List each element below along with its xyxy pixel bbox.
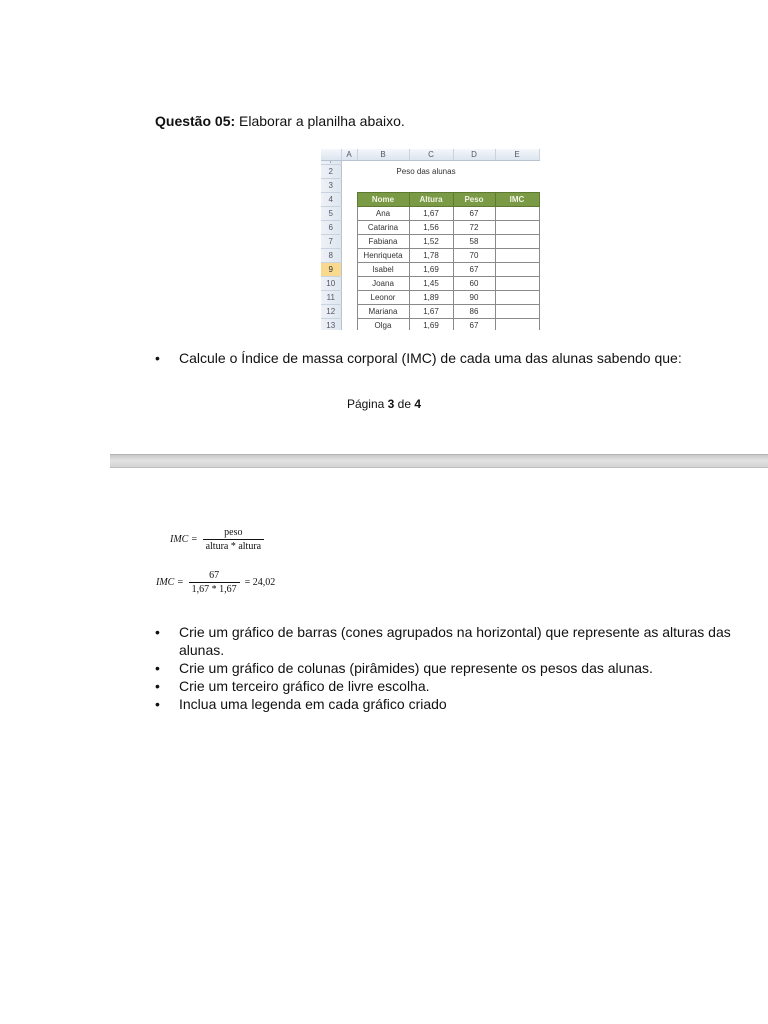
table-data-cell: 58 <box>453 235 495 249</box>
table-data-cell: 1,69 <box>409 319 453 331</box>
footer-page-number: 3 <box>387 397 395 411</box>
table-data-cell: 1,56 <box>409 221 453 235</box>
row-header: 3 <box>321 179 341 193</box>
sheet-cell <box>495 179 539 193</box>
formula-fraction <box>203 527 265 552</box>
sheet-row <box>321 207 539 221</box>
question-heading <box>155 113 405 129</box>
row-header: 1 <box>321 161 341 165</box>
sheet-row <box>321 249 539 263</box>
bullet-calculate-imc: • Calcule o Índice de massa corporal (IMC) de cada uma das alunas sabendo que: <box>155 349 739 367</box>
table-header-cell: Altura <box>409 193 453 207</box>
table-data-cell: Leonor <box>357 291 409 305</box>
sheet-row <box>321 235 539 249</box>
formula-lhs: IMC = <box>170 534 198 545</box>
table-data-cell: 67 <box>453 263 495 277</box>
table-data-cell <box>495 263 539 277</box>
table-data-cell: 72 <box>453 221 495 235</box>
sheet-row <box>321 319 539 331</box>
formula-denominator: altura * altura <box>203 539 265 552</box>
sheet-row <box>321 277 539 291</box>
table-data-cell <box>495 291 539 305</box>
example-result: = 24,02 <box>244 577 276 588</box>
row-header: 10 <box>321 277 341 291</box>
row-header: 9 <box>321 263 341 277</box>
sheet-cell <box>341 319 357 331</box>
select-all-corner <box>321 149 341 161</box>
example-denominator: 1,67 * 1,67 <box>189 582 240 595</box>
table-data-cell: Catarina <box>357 221 409 235</box>
row-header: 8 <box>321 249 341 263</box>
row-header: 11 <box>321 291 341 305</box>
column-header-e: E <box>495 149 539 161</box>
sheet-row <box>321 305 539 319</box>
table-data-cell: 1,69 <box>409 263 453 277</box>
table-data-cell: Henriqueta <box>357 249 409 263</box>
table-data-cell <box>495 249 539 263</box>
column-header-row <box>321 149 539 161</box>
task-item-legend: • Inclua uma legenda em cada gráfico criado <box>155 695 739 713</box>
sheet-cell <box>357 179 409 193</box>
footer-page-total: 4 <box>414 397 422 411</box>
table-data-cell <box>495 277 539 291</box>
sheet-cell <box>453 179 495 193</box>
table-data-cell: 1,67 <box>409 305 453 319</box>
page-break-divider <box>110 454 768 468</box>
table-data-cell: 1,52 <box>409 235 453 249</box>
question-label: Questão 05: <box>155 113 236 129</box>
imc-formula <box>170 527 266 552</box>
column-header-a: A <box>341 149 357 161</box>
table-data-cell: Isabel <box>357 263 409 277</box>
spreadsheet-image <box>321 149 561 330</box>
column-header-d: D <box>453 149 495 161</box>
sheet-cell <box>341 291 357 305</box>
task-item-bar-chart: • Crie um gráfico de barras (cones agrupados na horizontal) que represente as alturas das alunas. <box>155 623 739 659</box>
table-data-cell: 1,78 <box>409 249 453 263</box>
table-data-cell <box>495 221 539 235</box>
table-data-cell: 90 <box>453 291 495 305</box>
sheet-row <box>321 165 539 179</box>
task-item-column-chart: • Crie um gráfico de colunas (pirâmides) que represente os pesos das alunas. <box>155 659 739 677</box>
task-item-third-chart: • Crie um terceiro gráfico de livre escolha. <box>155 677 739 695</box>
question-text: Elaborar a planilha abaixo. <box>235 113 405 129</box>
sheet-row <box>321 179 539 193</box>
row-header: 2 <box>321 165 341 179</box>
example-fraction <box>189 570 240 595</box>
column-header-c: C <box>409 149 453 161</box>
table-data-cell: 1,45 <box>409 277 453 291</box>
sheet-row <box>321 193 539 207</box>
sheet-cell <box>341 179 357 193</box>
row-header: 12 <box>321 305 341 319</box>
table-data-cell: Joana <box>357 277 409 291</box>
row-header: 7 <box>321 235 341 249</box>
formula-numerator: peso <box>224 527 243 538</box>
sheet-cell <box>341 193 357 207</box>
table-header-cell: Nome <box>357 193 409 207</box>
table-data-cell: 67 <box>453 207 495 221</box>
table-header-cell: Peso <box>453 193 495 207</box>
sheet-row <box>321 291 539 305</box>
footer-prefix: Página <box>346 397 388 411</box>
table-data-cell: 1,67 <box>409 207 453 221</box>
table-data-cell: Fabiana <box>357 235 409 249</box>
sheet-cell <box>341 207 357 221</box>
spreadsheet-body <box>321 161 539 331</box>
sheet-cell <box>341 277 357 291</box>
row-header: 6 <box>321 221 341 235</box>
table-data-cell: Olga <box>357 319 409 331</box>
sheet-cell <box>341 305 357 319</box>
sheet-row <box>321 221 539 235</box>
table-data-cell: Ana <box>357 207 409 221</box>
row-header: 13 <box>321 319 341 331</box>
imc-example-formula <box>156 570 275 595</box>
table-data-cell: 60 <box>453 277 495 291</box>
example-lhs: IMC = <box>156 577 184 588</box>
footer-middle: de <box>394 397 415 411</box>
sheet-cell <box>341 249 357 263</box>
table-data-cell <box>495 235 539 249</box>
example-numerator: 67 <box>209 570 220 581</box>
sheet-cell <box>495 165 539 179</box>
table-data-cell: 1,89 <box>409 291 453 305</box>
table-data-cell: 86 <box>453 305 495 319</box>
table-data-cell <box>495 207 539 221</box>
sheet-cell <box>341 263 357 277</box>
spreadsheet-table <box>321 149 540 330</box>
table-data-cell <box>495 305 539 319</box>
sheet-cell <box>341 165 357 179</box>
table-data-cell: Mariana <box>357 305 409 319</box>
task-list <box>155 623 739 713</box>
sheet-cell <box>341 221 357 235</box>
sheet-title: Peso das alunas <box>396 167 456 176</box>
sheet-row <box>321 263 539 277</box>
table-data-cell: 70 <box>453 249 495 263</box>
column-header-b: B <box>357 149 409 161</box>
table-data-cell <box>495 319 539 331</box>
table-header-cell: IMC <box>495 193 539 207</box>
page-footer <box>0 397 768 411</box>
sheet-cell <box>409 179 453 193</box>
sheet-cell <box>341 235 357 249</box>
row-header: 4 <box>321 193 341 207</box>
table-data-cell: 67 <box>453 319 495 331</box>
row-header: 5 <box>321 207 341 221</box>
